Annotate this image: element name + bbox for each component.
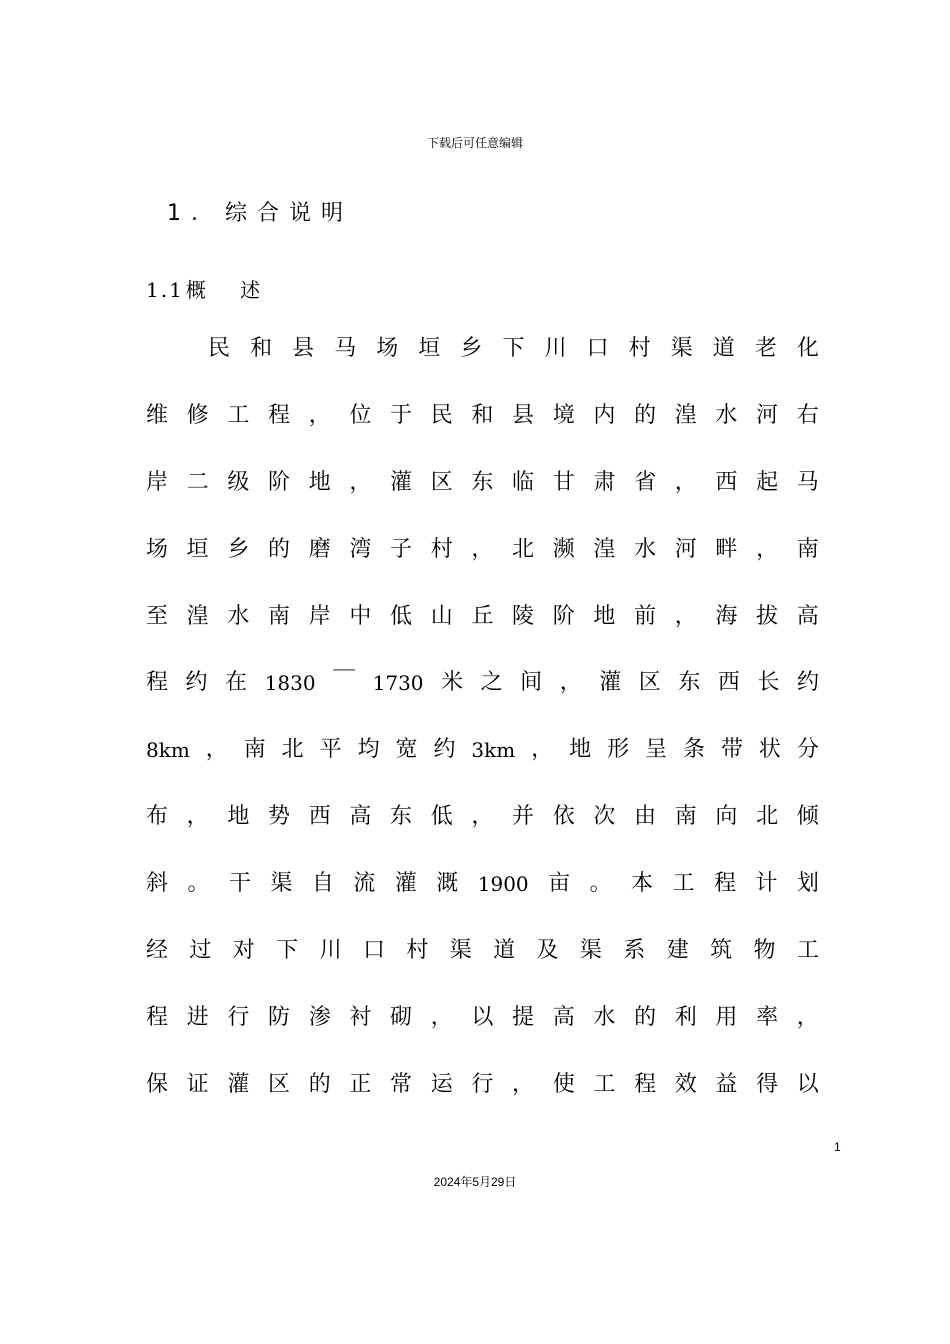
line-token: 约 [796,670,819,695]
line-token: 下 [276,938,299,963]
line-token: ， [186,804,209,829]
line-token: ， [559,670,582,695]
line-token: 村 [430,537,453,562]
line-token: 均 [357,737,380,762]
line-token: 干 [228,871,251,896]
line-token: 长 [757,670,780,695]
line-token: 高 [552,1005,575,1030]
line-token: 垣 [186,537,209,562]
line-token: 南 [796,537,819,562]
line-token: 川 [544,336,567,361]
line-token: 县 [292,336,315,361]
line-token: 高 [796,604,819,629]
line-token: 溉 [436,871,459,896]
line-token: 老 [754,336,777,361]
line-token: 和 [471,403,494,428]
line-token: 筑 [710,938,733,963]
line-token: 带 [720,737,743,762]
line-token: 乡 [460,336,483,361]
line-token: 效 [674,1072,697,1097]
line-token: 利 [674,1005,697,1030]
line-token: 使 [552,1072,575,1097]
line-token: ， [756,537,779,562]
line-token: 过 [189,938,212,963]
line-token: 的 [634,403,657,428]
line-token: 马 [334,336,357,361]
line-token: 程 [713,871,736,896]
line-token: ， [308,403,331,428]
line-token: 拔 [756,604,779,629]
line-token: ￣ [333,670,356,695]
line-token: 正 [349,1072,372,1097]
line-token: 口 [362,938,385,963]
line-token: 并 [512,804,535,829]
line-token: 濒 [552,537,575,562]
line-token: 道 [493,938,516,963]
line-token: 宽 [395,737,418,762]
line-token: ， [471,804,494,829]
line-token: 口 [586,336,609,361]
line-token: 状 [758,737,781,762]
line-token: 前 [634,604,657,629]
line-token: 亩 [548,871,571,896]
line-token: 南 [674,804,697,829]
line-token: 约 [185,670,208,695]
paragraph-line [146,401,819,431]
line-token: 灌 [394,871,417,896]
line-token: 益 [715,1072,738,1097]
line-token: 保 [146,1072,169,1097]
line-token: 至 [146,604,169,629]
line-token: 得 [756,1072,779,1097]
line-token: 约 [433,737,456,762]
line-token: 工 [796,938,819,963]
line-token: 东 [678,670,701,695]
line-token: 湟 [593,537,616,562]
line-token: 防 [268,1005,291,1030]
line-token: 程 [268,403,291,428]
paragraph-line [146,869,819,899]
line-token: 南 [243,737,266,762]
line-token: 砌 [390,1005,413,1030]
line-token: 川 [319,938,342,963]
line-token: ， [512,1072,535,1097]
line-token: 级 [227,470,250,495]
subsection-number: 1.1 [146,278,184,302]
line-token: 渗 [308,1005,331,1030]
line-token: 修 [186,403,209,428]
line-token: 水 [593,1005,616,1030]
line-token: 物 [753,938,776,963]
line-token: 渠 [449,938,472,963]
line-token: 证 [186,1072,209,1097]
line-token: 境 [552,403,575,428]
line-token: 3km [471,738,516,762]
line-token: 次 [593,804,616,829]
line-token: 肃 [593,470,616,495]
line-token: 区 [638,670,661,695]
line-token: 临 [512,470,535,495]
line-token: 灌 [599,670,622,695]
line-token: 乡 [227,537,250,562]
line-token: 西 [715,470,738,495]
line-token: 灌 [390,470,413,495]
line-token: 民 [430,403,453,428]
line-token: 省 [634,470,657,495]
line-token: 和 [250,336,273,361]
line-token: 水 [227,604,250,629]
line-token: 自 [311,871,334,896]
line-token: 于 [390,403,413,428]
line-token: 低 [390,604,413,629]
line-token: 低 [430,804,453,829]
subsection-heading [146,274,274,303]
line-token: 区 [268,1072,291,1097]
line-token: 北 [281,737,304,762]
line-token: 磨 [308,537,331,562]
line-token: 的 [634,1005,657,1030]
line-token: 下 [502,336,525,361]
line-token: 河 [674,537,697,562]
paragraph-line [146,936,819,966]
paragraph-line [146,468,819,498]
line-token: 平 [319,737,342,762]
line-token: 渠 [579,938,602,963]
line-token: 工 [593,1072,616,1097]
paragraph-line [146,1070,819,1100]
line-token: 流 [353,871,376,896]
line-token: 米 [441,670,464,695]
line-token: 山 [430,604,453,629]
subsection-title: 概 述 [185,278,275,302]
line-token: ， [205,737,228,762]
line-token: 内 [593,403,616,428]
line-token: ， [531,737,554,762]
line-token: ， [430,1005,453,1030]
line-token: 8km [146,738,190,762]
line-token: 程 [146,1005,169,1030]
line-token: 村 [628,336,651,361]
line-token: 地 [569,737,592,762]
line-token: 民 [208,336,231,361]
line-token: 子 [390,537,413,562]
page-footer: 2024年5月29日 [433,1175,517,1189]
line-token: 右 [796,403,819,428]
line-token: 间 [520,670,543,695]
line-token: 湟 [186,604,209,629]
paragraph-line [146,1003,819,1033]
line-token: 建 [666,938,689,963]
line-token: 村 [406,938,429,963]
line-token: 中 [349,604,372,629]
line-token: 地 [308,470,331,495]
line-token: 海 [715,604,738,629]
line-token: 地 [593,604,616,629]
line-token: 进 [186,1005,209,1030]
line-token: 水 [634,537,657,562]
paragraph-line [146,802,819,832]
line-token: ， [471,537,494,562]
line-token: ， [674,604,697,629]
line-token: 畔 [715,537,738,562]
line-token: 以 [471,1005,494,1030]
paragraph-line [146,668,819,698]
section-heading: 1. 综合说明 [167,201,353,226]
line-token: 划 [796,871,819,896]
line-token: 经 [146,938,169,963]
line-token: 县 [512,403,535,428]
line-token: 水 [715,403,738,428]
line-token: 区 [430,470,453,495]
line-token: 以 [796,1072,819,1097]
line-token: 西 [717,670,740,695]
line-token: 本 [631,871,654,896]
line-token: 分 [796,737,819,762]
line-token: 东 [390,804,413,829]
line-token: 1830 [264,671,316,695]
line-token: 北 [512,537,535,562]
line-token: 垣 [418,336,441,361]
line-token: 马 [796,470,819,495]
line-token: 北 [756,804,779,829]
line-token: 势 [268,804,291,829]
line-token: 形 [607,737,630,762]
page-number: 1 [834,1140,841,1154]
line-token: 南 [268,604,291,629]
line-token: 。 [187,871,210,896]
line-token: 布 [146,804,169,829]
line-token: 条 [682,737,705,762]
line-token: 湾 [349,537,372,562]
line-token: 二 [186,470,209,495]
line-token: 斜 [146,871,169,896]
line-token: 场 [146,537,169,562]
line-token: 行 [471,1072,494,1097]
line-token: 西 [308,804,331,829]
line-token: 对 [232,938,255,963]
line-token: 东 [471,470,494,495]
line-token: 道 [712,336,735,361]
line-token: 衬 [349,1005,372,1030]
paragraph-line [146,535,819,565]
line-token: 及 [536,938,559,963]
line-token: 高 [349,804,372,829]
line-token: 岸 [308,604,331,629]
line-token: 提 [512,1005,535,1030]
line-token: 常 [390,1072,413,1097]
line-token: 化 [796,336,819,361]
line-token: 场 [376,336,399,361]
line-token: ， [674,470,697,495]
paragraph-line [208,334,819,364]
line-token: 向 [715,804,738,829]
line-token: 依 [552,804,575,829]
line-token: 在 [225,670,248,695]
line-token: 阶 [552,604,575,629]
line-token: 工 [227,403,250,428]
line-token: 1730 [372,671,424,695]
line-token: 。 [589,871,612,896]
line-token: 地 [227,804,250,829]
line-token: 甘 [552,470,575,495]
line-token: 位 [349,403,372,428]
line-token: 渠 [670,336,693,361]
line-token: ， [349,470,372,495]
line-token: 率 [756,1005,779,1030]
line-token: 工 [672,871,695,896]
line-token: 之 [480,670,503,695]
line-token: 行 [227,1005,250,1030]
line-token: 维 [146,403,169,428]
line-token: 的 [308,1072,331,1097]
paragraph-line [146,735,819,765]
line-token: 程 [146,670,169,695]
line-token: 丘 [471,604,494,629]
paragraph-line [146,602,819,632]
line-token: ， [796,1005,819,1030]
line-token: 陵 [512,604,535,629]
line-token: 倾 [796,804,819,829]
line-token: 灌 [227,1072,250,1097]
line-token: 用 [715,1005,738,1030]
line-token: 计 [755,871,778,896]
line-token: 的 [268,537,291,562]
line-token: 渠 [270,871,293,896]
line-token: 系 [623,938,646,963]
line-token: 河 [756,403,779,428]
line-token: 呈 [645,737,668,762]
line-token: 运 [430,1072,453,1097]
line-token: 岸 [146,470,169,495]
line-token: 程 [634,1072,657,1097]
line-token: 湟 [674,403,697,428]
page-header: 下载后可任意编辑 [426,136,523,150]
line-token: 由 [634,804,657,829]
line-token: 1900 [477,872,529,896]
line-token: 起 [756,470,779,495]
line-token: 阶 [268,470,291,495]
